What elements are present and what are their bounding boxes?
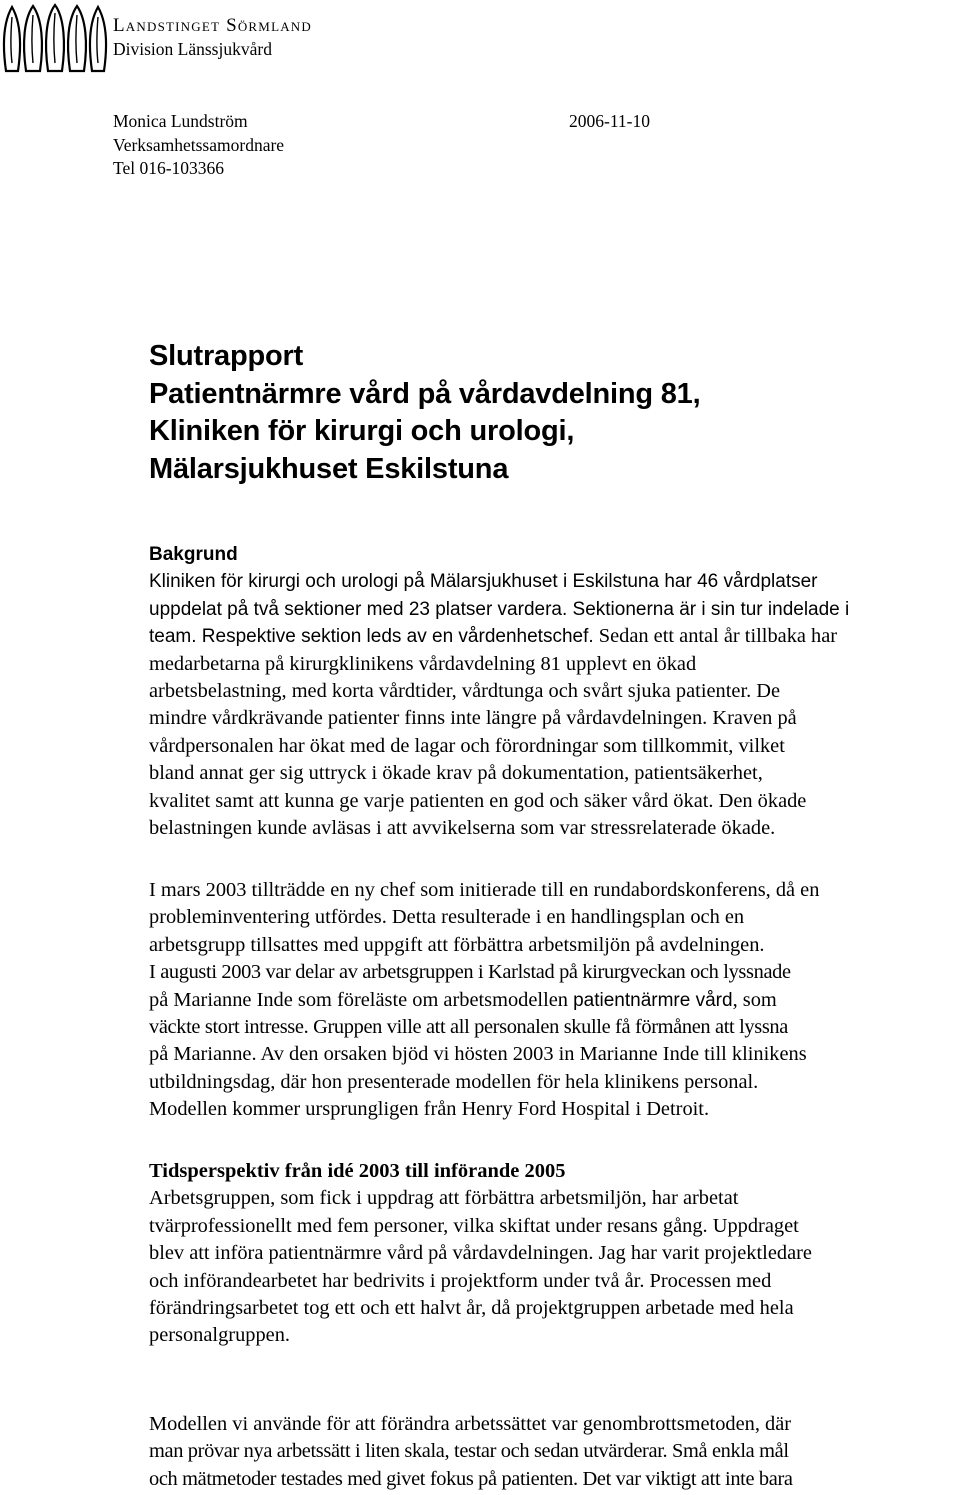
section-heading-background: Bakgrund <box>149 544 238 565</box>
sender-block <box>113 110 284 181</box>
paragraph-line: på Marianne. Av den orsaken bjöd vi hösten 2003 in Marianne Inde till klinikens <box>149 1043 807 1066</box>
paragraph-line: Arbetsgruppen, som fick i uppdrag att förbättra arbetsmiljön, har arbetat <box>149 1187 739 1210</box>
section-background <box>149 541 939 842</box>
paragraph-line: och mätmetoder testades med givet fokus på patienten. Det var viktigt att inte bara <box>149 1467 793 1490</box>
paragraph-line: Modellen vi använde för att förändra arbetssättet var genombrottsmetoden, där <box>149 1413 792 1435</box>
text-run: Sedan ett antal år tillbaka har <box>593 625 838 648</box>
paragraph-line: utbildningsdag, där hon presenterade modellen för hela klinikens personal. <box>149 1070 759 1093</box>
sender-phone: Tel 016-103366 <box>113 158 225 178</box>
section-timeline <box>149 1158 939 1350</box>
paragraph-line: uppdelat på två sektioner med 23 platser vardera. Sektionerna är i sin tur indelade i <box>149 598 850 620</box>
paragraph-line: vårdpersonalen har ökat med de lagar och förordningar som tillkommit, vilket <box>149 734 785 757</box>
paragraph-line <box>149 987 939 1014</box>
division-name: Division Länssjukvård <box>113 39 272 59</box>
text-run: team. Respektive sektion leds av en vårdenhetschef. <box>149 626 594 648</box>
paragraph-line: probleminventering utfördes. Detta resulterade i en handlingsplan och en <box>149 906 745 929</box>
paragraph-line: bland annat ger sig uttryck i ökade krav på dokumentation, patientsäkerhet, <box>149 762 763 785</box>
paragraph-line: I mars 2003 tillträdde en ny chef som initierade till en rundabordskonferens, då en <box>149 879 820 901</box>
paragraph-line: arbetsbelastning, med korta vårdtider, vårdtunga och svårt sjuka patienter. De <box>149 680 781 703</box>
paragraph-line <box>149 623 939 650</box>
title-line: Mälarsjukhuset Eskilstuna <box>149 452 509 485</box>
paragraph-line: mindre vårdkrävande patienter finns inte längre på vårdavdelningen. Kraven på <box>149 707 797 730</box>
paragraph-line: och införandearbetet har bedrivits i projektform under två år. Processen med <box>149 1269 772 1292</box>
section-method <box>149 1411 939 1493</box>
title-line: Kliniken för kirurgi och urologi, <box>149 415 575 447</box>
landsting-logo <box>2 3 108 75</box>
paragraph-line: kvalitet samt att kunna ge varje patienten en god och säker vård ökat. Den ökade <box>149 789 807 812</box>
paragraph-line: personalgruppen. <box>149 1324 290 1347</box>
text-run: , som <box>732 988 777 1011</box>
text-run: på Marianne Inde som föreläste om arbetsmodellen <box>149 988 574 1011</box>
report-title <box>149 338 700 488</box>
paragraph-line: Modellen kommer ursprungligen från Henry Ford Hospital i Detroit. <box>149 1098 710 1121</box>
paragraph-line: väckte stort intresse. Gruppen ville att all personalen skulle få förmånen att lyssna <box>149 1016 788 1039</box>
section-heading-timeline: Tidsperspektiv från idé 2003 till införande 2005 <box>149 1160 566 1182</box>
paragraph-line: tvärprofessionellt med fem personer, vilka skiftat under resans gång. Uppdraget <box>149 1214 799 1237</box>
paragraph-line: I augusti 2003 var delar av arbetsgruppen i Karlstad på kirurgveckan och lyssnade <box>149 961 791 984</box>
paragraph-line: förändringsarbetet tog ett och ett halvt år, då projektgruppen arbetade med hela <box>149 1297 794 1320</box>
paragraph-line: man prövar nya arbetssätt i liten skala, testar och sedan utvärderar. Små enkla mål <box>149 1440 789 1463</box>
sender-name: Monica Lundström <box>113 111 248 131</box>
sender-role: Verksamhetssamordnare <box>113 134 285 155</box>
paragraph-line: belastningen kunde avläsas i att avvikelserna som var stressrelaterade ökade. <box>149 817 776 840</box>
paragraph-line: medarbetarna på kirurgklinikens vårdavdelning 81 upplevt en ökad <box>149 652 697 675</box>
section-history <box>149 877 939 1124</box>
organization-name: Landstinget Sörmland <box>113 15 312 36</box>
paragraph-line: blev att införa patientnärmre vård på vårdavdelningen. Jag har varit projektledare <box>149 1242 812 1265</box>
paragraph-line: Kliniken för kirurgi och urologi på Mälarsjukhuset i Eskilstuna har 46 vårdplatser <box>149 571 818 593</box>
model-name: patientnärmre vård <box>573 989 733 1011</box>
title-line: Patientnärmre vård på vårdavdelning 81, <box>149 377 701 410</box>
paragraph-line: arbetsgrupp tillsattes med uppgift att förbättra arbetsmiljön på avdelningen. <box>149 933 765 956</box>
title-line: Slutrapport <box>149 340 304 372</box>
document-date: 2006-11-10 <box>569 111 651 131</box>
